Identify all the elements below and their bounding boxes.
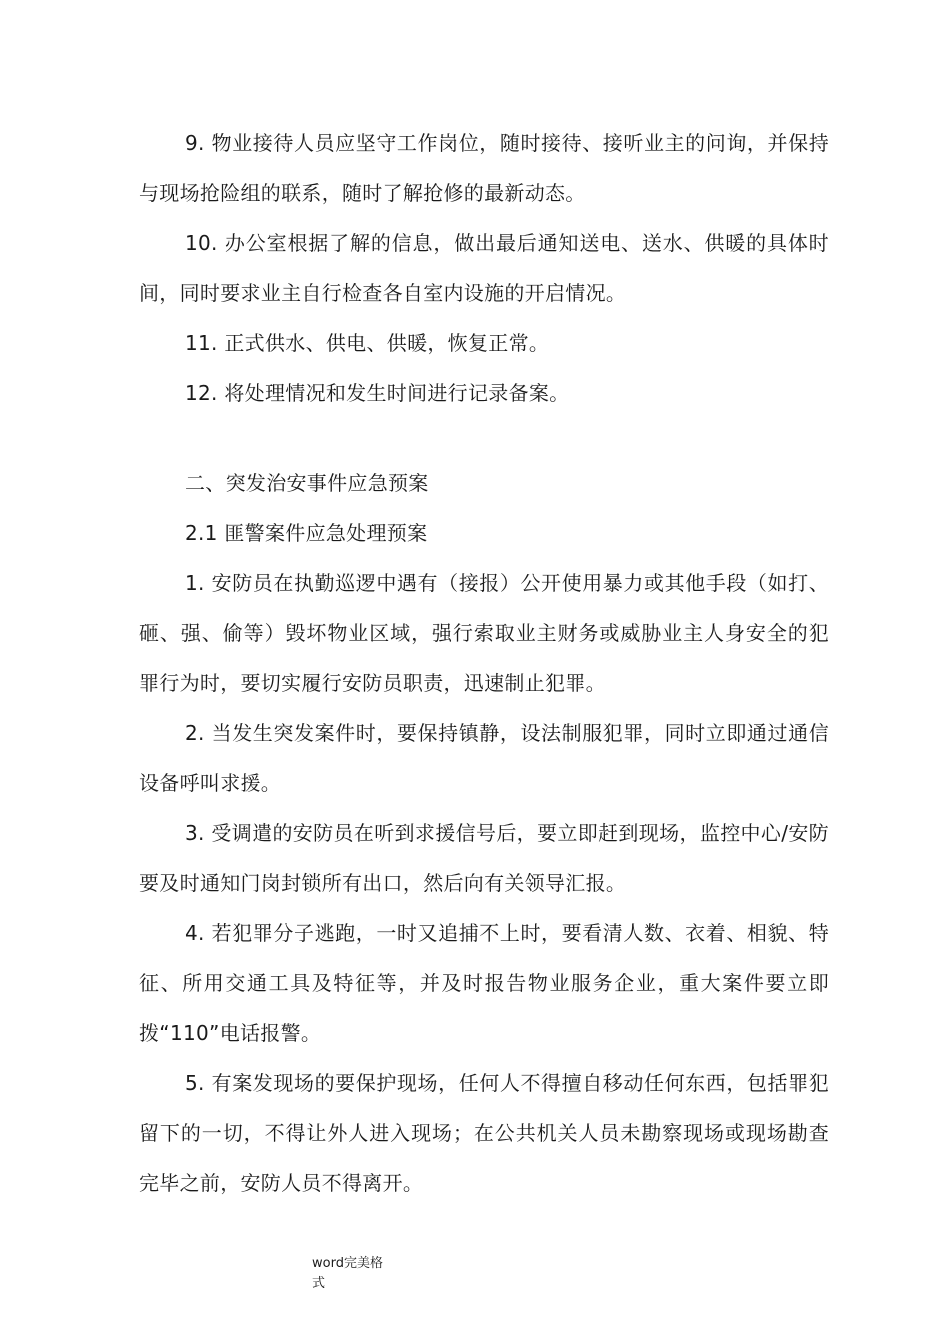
paragraph-item-4: 4. 若犯罪分子逃跑，一时又追捕不上时，要看清人数、衣着、相貌、特征、所用交通工具及特征等，并及时报告物业服务企业，重大案件要立即拨“110”电话报警。 bbox=[139, 921, 829, 1045]
page-footer: word完美格式 bbox=[312, 1256, 383, 1291]
section-heading: 二、突发治安事件应急预案 bbox=[185, 471, 429, 495]
paragraph-item-5: 5. 有案发现场的要保护现场，任何人不得擅自移动任何东西，包括罪犯留下的一切，不得让外人进入现场；在公共机关人员未勘察现场或现场勘查完毕之前，安防人员不得离开。 bbox=[139, 1071, 829, 1195]
paragraph-item-9: 9. 物业接待人员应坚守工作岗位，随时接待、接听业主的问询，并保持与现场抢险组的联系，随时了解抢修的最新动态。 bbox=[139, 131, 829, 205]
paragraph-item-3: 3. 受调遣的安防员在听到求援信号后，要立即赶到现场，监控中心/安防要及时通知门岗封锁所有出口，然后向有关领导汇报。 bbox=[139, 821, 829, 895]
paragraph-item-10: 10. 办公室根据了解的信息，做出最后通知送电、送水、供暖的具体时间，同时要求业主自行检查各自室内设施的开启情况。 bbox=[139, 231, 829, 305]
paragraph-item-1: 1. 安防员在执勤巡逻中遇有（接报）公开使用暴力或其他手段（如打、砸、强、偷等）毁坏物业区域，强行索取业主财务或威胁业主人身安全的犯罪行为时，要切实履行安防员职责，迅速制止犯罪。 bbox=[139, 571, 829, 695]
document-body bbox=[139, 118, 829, 1208]
paragraph-item-12: 12. 将处理情况和发生时间进行记录备案。 bbox=[185, 381, 570, 405]
subsection-heading: 2.1 匪警案件应急处理预案 bbox=[185, 521, 428, 545]
paragraph-item-11: 11. 正式供水、供电、供暖，恢复正常。 bbox=[185, 331, 550, 355]
paragraph-item-2: 2. 当发生突发案件时，要保持镇静，设法制服犯罪，同时立即通过通信设备呼叫求援。 bbox=[139, 721, 829, 795]
